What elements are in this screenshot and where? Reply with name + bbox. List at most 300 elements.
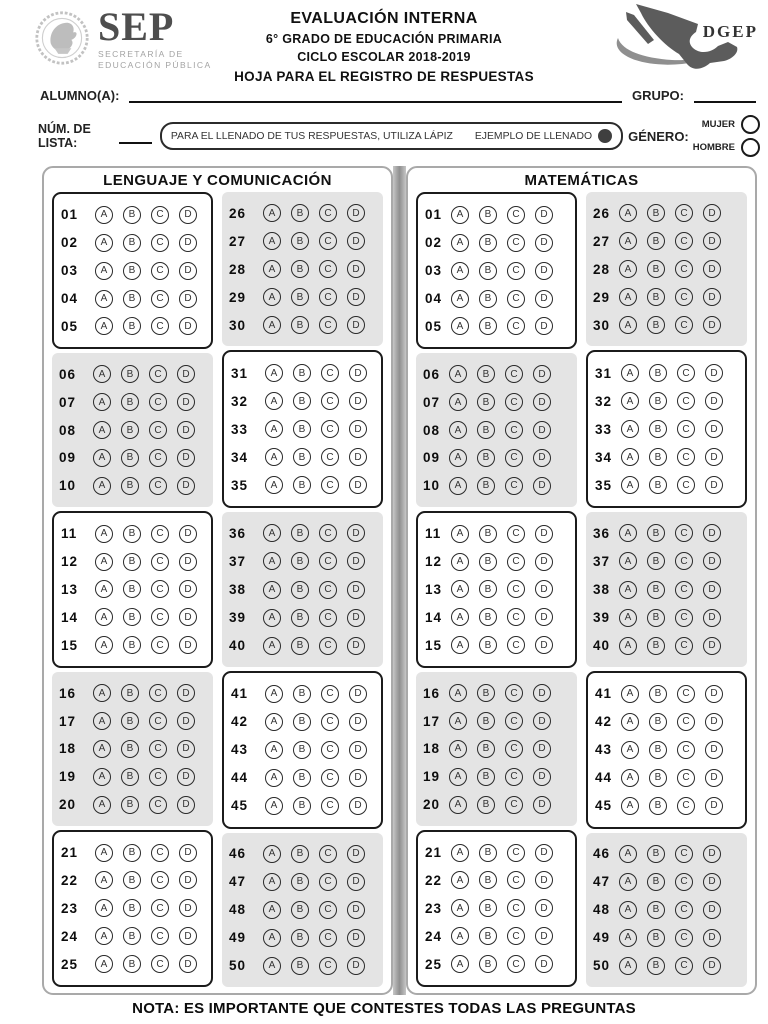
- answer-bubble-b[interactable]: B: [479, 206, 497, 224]
- answer-bubble-b[interactable]: B: [479, 290, 497, 308]
- answer-bubble-c[interactable]: C: [149, 684, 167, 702]
- answer-bubble-d[interactable]: D: [179, 580, 197, 598]
- answer-bubble-b[interactable]: B: [479, 317, 497, 335]
- answer-bubble-d[interactable]: D: [347, 204, 365, 222]
- answer-bubble-c[interactable]: C: [149, 449, 167, 467]
- hombre-bubble[interactable]: [741, 138, 760, 157]
- answer-bubble-b[interactable]: B: [647, 609, 665, 627]
- answer-bubble-a[interactable]: A: [619, 524, 637, 542]
- answer-bubble-b[interactable]: B: [291, 845, 309, 863]
- answer-bubble-d[interactable]: D: [349, 448, 367, 466]
- answer-bubble-c[interactable]: C: [675, 552, 693, 570]
- answer-bubble-d[interactable]: D: [533, 393, 551, 411]
- answer-bubble-b[interactable]: B: [293, 685, 311, 703]
- answer-bubble-a[interactable]: A: [265, 364, 283, 382]
- answer-bubble-d[interactable]: D: [179, 871, 197, 889]
- answer-bubble-b[interactable]: B: [477, 393, 495, 411]
- answer-bubble-c[interactable]: C: [149, 740, 167, 758]
- answer-bubble-a[interactable]: A: [621, 364, 639, 382]
- answer-bubble-a[interactable]: A: [263, 901, 281, 919]
- answer-bubble-a[interactable]: A: [263, 845, 281, 863]
- answer-bubble-a[interactable]: A: [263, 637, 281, 655]
- answer-bubble-c[interactable]: C: [507, 608, 525, 626]
- answer-bubble-b[interactable]: B: [649, 420, 667, 438]
- answer-bubble-d[interactable]: D: [179, 844, 197, 862]
- answer-bubble-c[interactable]: C: [677, 364, 695, 382]
- answer-bubble-d[interactable]: D: [349, 364, 367, 382]
- answer-bubble-a[interactable]: A: [263, 524, 281, 542]
- answer-bubble-c[interactable]: C: [149, 712, 167, 730]
- answer-bubble-b[interactable]: B: [123, 871, 141, 889]
- answer-bubble-b[interactable]: B: [121, 712, 139, 730]
- answer-bubble-b[interactable]: B: [291, 552, 309, 570]
- answer-bubble-b[interactable]: B: [479, 234, 497, 252]
- answer-bubble-b[interactable]: B: [121, 449, 139, 467]
- answer-bubble-c[interactable]: C: [507, 262, 525, 280]
- answer-bubble-a[interactable]: A: [619, 957, 637, 975]
- answer-bubble-a[interactable]: A: [263, 957, 281, 975]
- answer-bubble-c[interactable]: C: [319, 316, 337, 334]
- answer-bubble-a[interactable]: A: [451, 234, 469, 252]
- answer-bubble-a[interactable]: A: [619, 581, 637, 599]
- answer-bubble-a[interactable]: A: [619, 288, 637, 306]
- answer-bubble-a[interactable]: A: [449, 684, 467, 702]
- answer-bubble-c[interactable]: C: [319, 845, 337, 863]
- answer-bubble-a[interactable]: A: [93, 796, 111, 814]
- answer-bubble-a[interactable]: A: [451, 290, 469, 308]
- answer-bubble-d[interactable]: D: [177, 740, 195, 758]
- answer-bubble-d[interactable]: D: [703, 957, 721, 975]
- answer-bubble-b[interactable]: B: [647, 873, 665, 891]
- answer-bubble-c[interactable]: C: [321, 741, 339, 759]
- answer-bubble-c[interactable]: C: [675, 873, 693, 891]
- answer-bubble-d[interactable]: D: [703, 232, 721, 250]
- answer-bubble-d[interactable]: D: [349, 476, 367, 494]
- answer-bubble-b[interactable]: B: [293, 713, 311, 731]
- answer-bubble-c[interactable]: C: [675, 524, 693, 542]
- answer-bubble-b[interactable]: B: [123, 262, 141, 280]
- answer-bubble-b[interactable]: B: [479, 608, 497, 626]
- answer-bubble-d[interactable]: D: [347, 873, 365, 891]
- answer-bubble-a[interactable]: A: [619, 873, 637, 891]
- answer-bubble-a[interactable]: A: [95, 206, 113, 224]
- answer-bubble-b[interactable]: B: [647, 581, 665, 599]
- answer-bubble-a[interactable]: A: [265, 685, 283, 703]
- answer-bubble-c[interactable]: C: [675, 845, 693, 863]
- mujer-bubble[interactable]: [741, 115, 760, 134]
- answer-bubble-c[interactable]: C: [151, 608, 169, 626]
- answer-bubble-c[interactable]: C: [319, 609, 337, 627]
- answer-bubble-a[interactable]: A: [93, 393, 111, 411]
- answer-bubble-b[interactable]: B: [649, 448, 667, 466]
- answer-bubble-c[interactable]: C: [319, 957, 337, 975]
- answer-bubble-c[interactable]: C: [507, 927, 525, 945]
- answer-bubble-a[interactable]: A: [93, 477, 111, 495]
- answer-bubble-d[interactable]: D: [705, 741, 723, 759]
- answer-bubble-d[interactable]: D: [347, 929, 365, 947]
- alumno-input-line[interactable]: [129, 88, 622, 103]
- answer-bubble-a[interactable]: A: [449, 768, 467, 786]
- answer-bubble-d[interactable]: D: [179, 955, 197, 973]
- answer-bubble-a[interactable]: A: [95, 927, 113, 945]
- answer-bubble-c[interactable]: C: [319, 204, 337, 222]
- answer-bubble-b[interactable]: B: [121, 393, 139, 411]
- answer-bubble-c[interactable]: C: [149, 393, 167, 411]
- answer-bubble-a[interactable]: A: [451, 955, 469, 973]
- answer-bubble-d[interactable]: D: [703, 204, 721, 222]
- answer-bubble-b[interactable]: B: [123, 608, 141, 626]
- answer-bubble-a[interactable]: A: [451, 317, 469, 335]
- answer-bubble-a[interactable]: A: [95, 899, 113, 917]
- answer-bubble-c[interactable]: C: [507, 553, 525, 571]
- answer-bubble-d[interactable]: D: [705, 420, 723, 438]
- answer-bubble-d[interactable]: D: [703, 524, 721, 542]
- answer-bubble-c[interactable]: C: [321, 392, 339, 410]
- answer-bubble-b[interactable]: B: [293, 741, 311, 759]
- answer-bubble-d[interactable]: D: [705, 476, 723, 494]
- answer-bubble-c[interactable]: C: [319, 288, 337, 306]
- answer-bubble-d[interactable]: D: [705, 364, 723, 382]
- answer-bubble-d[interactable]: D: [705, 713, 723, 731]
- answer-bubble-b[interactable]: B: [291, 316, 309, 334]
- answer-bubble-b[interactable]: B: [293, 476, 311, 494]
- answer-bubble-a[interactable]: A: [265, 420, 283, 438]
- answer-bubble-c[interactable]: C: [321, 769, 339, 787]
- answer-bubble-a[interactable]: A: [265, 713, 283, 731]
- answer-bubble-d[interactable]: D: [347, 637, 365, 655]
- answer-bubble-a[interactable]: A: [93, 449, 111, 467]
- answer-bubble-a[interactable]: A: [619, 901, 637, 919]
- answer-bubble-c[interactable]: C: [677, 476, 695, 494]
- answer-bubble-a[interactable]: A: [95, 525, 113, 543]
- answer-bubble-b[interactable]: B: [123, 290, 141, 308]
- answer-bubble-d[interactable]: D: [347, 609, 365, 627]
- answer-bubble-a[interactable]: A: [93, 740, 111, 758]
- answer-bubble-a[interactable]: A: [451, 262, 469, 280]
- answer-bubble-a[interactable]: A: [265, 448, 283, 466]
- answer-bubble-d[interactable]: D: [535, 955, 553, 973]
- answer-bubble-d[interactable]: D: [179, 234, 197, 252]
- answer-bubble-b[interactable]: B: [647, 524, 665, 542]
- answer-bubble-b[interactable]: B: [291, 288, 309, 306]
- answer-bubble-c[interactable]: C: [505, 796, 523, 814]
- answer-bubble-a[interactable]: A: [95, 290, 113, 308]
- answer-bubble-d[interactable]: D: [349, 797, 367, 815]
- answer-bubble-c[interactable]: C: [507, 525, 525, 543]
- answer-bubble-d[interactable]: D: [535, 206, 553, 224]
- answer-bubble-c[interactable]: C: [505, 393, 523, 411]
- answer-bubble-c[interactable]: C: [507, 636, 525, 654]
- answer-bubble-b[interactable]: B: [123, 317, 141, 335]
- answer-bubble-c[interactable]: C: [507, 955, 525, 973]
- answer-bubble-a[interactable]: A: [95, 234, 113, 252]
- answer-bubble-a[interactable]: A: [619, 316, 637, 334]
- answer-bubble-b[interactable]: B: [291, 232, 309, 250]
- answer-bubble-a[interactable]: A: [263, 232, 281, 250]
- answer-bubble-d[interactable]: D: [533, 712, 551, 730]
- answer-bubble-d[interactable]: D: [705, 392, 723, 410]
- answer-bubble-c[interactable]: C: [677, 448, 695, 466]
- answer-bubble-a[interactable]: A: [95, 553, 113, 571]
- answer-bubble-d[interactable]: D: [179, 899, 197, 917]
- answer-bubble-a[interactable]: A: [95, 871, 113, 889]
- answer-bubble-c[interactable]: C: [151, 234, 169, 252]
- answer-bubble-d[interactable]: D: [533, 365, 551, 383]
- answer-bubble-d[interactable]: D: [535, 844, 553, 862]
- answer-bubble-c[interactable]: C: [321, 476, 339, 494]
- answer-bubble-b[interactable]: B: [121, 740, 139, 758]
- answer-bubble-a[interactable]: A: [621, 797, 639, 815]
- answer-bubble-c[interactable]: C: [507, 844, 525, 862]
- answer-bubble-b[interactable]: B: [647, 845, 665, 863]
- answer-bubble-c[interactable]: C: [321, 364, 339, 382]
- answer-bubble-c[interactable]: C: [677, 713, 695, 731]
- answer-bubble-b[interactable]: B: [647, 552, 665, 570]
- answer-bubble-c[interactable]: C: [675, 901, 693, 919]
- answer-bubble-d[interactable]: D: [179, 290, 197, 308]
- answer-bubble-a[interactable]: A: [263, 929, 281, 947]
- answer-bubble-a[interactable]: A: [95, 608, 113, 626]
- answer-bubble-b[interactable]: B: [479, 525, 497, 543]
- answer-bubble-a[interactable]: A: [95, 955, 113, 973]
- answer-bubble-c[interactable]: C: [677, 797, 695, 815]
- answer-bubble-d[interactable]: D: [703, 929, 721, 947]
- answer-bubble-a[interactable]: A: [93, 365, 111, 383]
- answer-bubble-a[interactable]: A: [621, 769, 639, 787]
- answer-bubble-d[interactable]: D: [179, 553, 197, 571]
- answer-bubble-c[interactable]: C: [675, 232, 693, 250]
- answer-bubble-a[interactable]: A: [263, 609, 281, 627]
- answer-bubble-d[interactable]: D: [535, 290, 553, 308]
- answer-bubble-c[interactable]: C: [321, 797, 339, 815]
- answer-bubble-a[interactable]: A: [263, 316, 281, 334]
- answer-bubble-c[interactable]: C: [675, 288, 693, 306]
- answer-bubble-b[interactable]: B: [293, 364, 311, 382]
- answer-bubble-d[interactable]: D: [703, 845, 721, 863]
- answer-bubble-a[interactable]: A: [451, 636, 469, 654]
- answer-bubble-a[interactable]: A: [449, 712, 467, 730]
- answer-bubble-b[interactable]: B: [479, 899, 497, 917]
- answer-bubble-d[interactable]: D: [535, 262, 553, 280]
- answer-bubble-b[interactable]: B: [291, 901, 309, 919]
- answer-bubble-c[interactable]: C: [151, 844, 169, 862]
- answer-bubble-c[interactable]: C: [151, 955, 169, 973]
- answer-bubble-d[interactable]: D: [347, 316, 365, 334]
- answer-bubble-b[interactable]: B: [121, 768, 139, 786]
- answer-bubble-b[interactable]: B: [123, 234, 141, 252]
- answer-bubble-c[interactable]: C: [675, 316, 693, 334]
- answer-bubble-c[interactable]: C: [505, 684, 523, 702]
- answer-bubble-b[interactable]: B: [477, 796, 495, 814]
- answer-bubble-b[interactable]: B: [647, 232, 665, 250]
- answer-bubble-c[interactable]: C: [505, 712, 523, 730]
- answer-bubble-a[interactable]: A: [621, 392, 639, 410]
- answer-bubble-c[interactable]: C: [151, 262, 169, 280]
- answer-bubble-d[interactable]: D: [703, 288, 721, 306]
- answer-bubble-d[interactable]: D: [703, 581, 721, 599]
- answer-bubble-d[interactable]: D: [535, 899, 553, 917]
- answer-bubble-c[interactable]: C: [319, 901, 337, 919]
- answer-bubble-a[interactable]: A: [265, 769, 283, 787]
- answer-bubble-c[interactable]: C: [149, 796, 167, 814]
- answer-bubble-d[interactable]: D: [705, 448, 723, 466]
- answer-bubble-c[interactable]: C: [319, 929, 337, 947]
- answer-bubble-d[interactable]: D: [347, 845, 365, 863]
- answer-bubble-b[interactable]: B: [123, 927, 141, 945]
- answer-bubble-a[interactable]: A: [451, 608, 469, 626]
- answer-bubble-d[interactable]: D: [535, 580, 553, 598]
- answer-bubble-c[interactable]: C: [319, 232, 337, 250]
- answer-bubble-c[interactable]: C: [319, 524, 337, 542]
- answer-bubble-c[interactable]: C: [675, 581, 693, 599]
- answer-bubble-a[interactable]: A: [265, 476, 283, 494]
- answer-bubble-b[interactable]: B: [477, 740, 495, 758]
- answer-bubble-a[interactable]: A: [449, 421, 467, 439]
- answer-bubble-b[interactable]: B: [647, 204, 665, 222]
- answer-bubble-c[interactable]: C: [675, 609, 693, 627]
- answer-bubble-b[interactable]: B: [121, 477, 139, 495]
- answer-bubble-c[interactable]: C: [505, 477, 523, 495]
- answer-bubble-c[interactable]: C: [151, 290, 169, 308]
- answer-bubble-d[interactable]: D: [177, 449, 195, 467]
- answer-bubble-b[interactable]: B: [121, 684, 139, 702]
- answer-bubble-c[interactable]: C: [149, 421, 167, 439]
- answer-bubble-a[interactable]: A: [449, 477, 467, 495]
- answer-bubble-c[interactable]: C: [321, 713, 339, 731]
- answer-bubble-c[interactable]: C: [149, 477, 167, 495]
- answer-bubble-a[interactable]: A: [263, 552, 281, 570]
- answer-bubble-c[interactable]: C: [677, 769, 695, 787]
- answer-bubble-b[interactable]: B: [291, 957, 309, 975]
- answer-bubble-d[interactable]: D: [535, 317, 553, 335]
- answer-bubble-a[interactable]: A: [93, 768, 111, 786]
- answer-bubble-c[interactable]: C: [675, 637, 693, 655]
- answer-bubble-b[interactable]: B: [123, 844, 141, 862]
- answer-bubble-d[interactable]: D: [535, 608, 553, 626]
- answer-bubble-b[interactable]: B: [121, 796, 139, 814]
- answer-bubble-a[interactable]: A: [95, 636, 113, 654]
- answer-bubble-a[interactable]: A: [451, 580, 469, 598]
- answer-bubble-c[interactable]: C: [319, 260, 337, 278]
- answer-bubble-b[interactable]: B: [649, 392, 667, 410]
- answer-bubble-b[interactable]: B: [647, 288, 665, 306]
- answer-bubble-d[interactable]: D: [349, 713, 367, 731]
- answer-bubble-d[interactable]: D: [347, 552, 365, 570]
- answer-bubble-c[interactable]: C: [505, 740, 523, 758]
- answer-bubble-b[interactable]: B: [477, 477, 495, 495]
- answer-bubble-d[interactable]: D: [533, 796, 551, 814]
- answer-bubble-d[interactable]: D: [705, 769, 723, 787]
- answer-bubble-a[interactable]: A: [263, 581, 281, 599]
- answer-bubble-a[interactable]: A: [451, 899, 469, 917]
- answer-bubble-a[interactable]: A: [621, 741, 639, 759]
- answer-bubble-b[interactable]: B: [647, 316, 665, 334]
- answer-bubble-b[interactable]: B: [477, 449, 495, 467]
- answer-bubble-a[interactable]: A: [621, 476, 639, 494]
- answer-bubble-c[interactable]: C: [321, 685, 339, 703]
- answer-bubble-d[interactable]: D: [177, 712, 195, 730]
- answer-bubble-d[interactable]: D: [179, 525, 197, 543]
- answer-bubble-c[interactable]: C: [507, 290, 525, 308]
- answer-bubble-b[interactable]: B: [293, 448, 311, 466]
- answer-bubble-a[interactable]: A: [619, 609, 637, 627]
- answer-bubble-d[interactable]: D: [177, 768, 195, 786]
- answer-bubble-b[interactable]: B: [649, 685, 667, 703]
- answer-bubble-c[interactable]: C: [151, 525, 169, 543]
- answer-bubble-c[interactable]: C: [507, 899, 525, 917]
- answer-bubble-a[interactable]: A: [265, 392, 283, 410]
- answer-bubble-d[interactable]: D: [179, 636, 197, 654]
- answer-bubble-b[interactable]: B: [121, 365, 139, 383]
- answer-bubble-d[interactable]: D: [533, 477, 551, 495]
- answer-bubble-d[interactable]: D: [177, 393, 195, 411]
- answer-bubble-b[interactable]: B: [477, 421, 495, 439]
- answer-bubble-a[interactable]: A: [451, 871, 469, 889]
- answer-bubble-d[interactable]: D: [705, 685, 723, 703]
- answer-bubble-c[interactable]: C: [507, 317, 525, 335]
- answer-bubble-a[interactable]: A: [263, 288, 281, 306]
- answer-bubble-d[interactable]: D: [535, 927, 553, 945]
- answer-bubble-a[interactable]: A: [451, 927, 469, 945]
- answer-bubble-a[interactable]: A: [263, 260, 281, 278]
- answer-bubble-c[interactable]: C: [675, 929, 693, 947]
- answer-bubble-b[interactable]: B: [123, 206, 141, 224]
- answer-bubble-a[interactable]: A: [95, 580, 113, 598]
- answer-bubble-d[interactable]: D: [347, 288, 365, 306]
- answer-bubble-d[interactable]: D: [177, 421, 195, 439]
- answer-bubble-c[interactable]: C: [677, 685, 695, 703]
- answer-bubble-c[interactable]: C: [151, 636, 169, 654]
- answer-bubble-b[interactable]: B: [479, 927, 497, 945]
- answer-bubble-a[interactable]: A: [93, 421, 111, 439]
- answer-bubble-d[interactable]: D: [179, 608, 197, 626]
- answer-bubble-b[interactable]: B: [293, 769, 311, 787]
- answer-bubble-d[interactable]: D: [535, 525, 553, 543]
- answer-bubble-a[interactable]: A: [263, 873, 281, 891]
- answer-bubble-b[interactable]: B: [293, 797, 311, 815]
- answer-bubble-b[interactable]: B: [477, 365, 495, 383]
- answer-bubble-c[interactable]: C: [151, 871, 169, 889]
- answer-bubble-c[interactable]: C: [151, 927, 169, 945]
- answer-bubble-d[interactable]: D: [177, 684, 195, 702]
- answer-bubble-a[interactable]: A: [263, 204, 281, 222]
- answer-bubble-a[interactable]: A: [95, 262, 113, 280]
- answer-bubble-b[interactable]: B: [647, 957, 665, 975]
- answer-bubble-d[interactable]: D: [179, 317, 197, 335]
- answer-bubble-c[interactable]: C: [675, 957, 693, 975]
- answer-bubble-d[interactable]: D: [177, 365, 195, 383]
- answer-bubble-d[interactable]: D: [703, 609, 721, 627]
- answer-bubble-b[interactable]: B: [647, 929, 665, 947]
- answer-bubble-d[interactable]: D: [703, 901, 721, 919]
- answer-bubble-a[interactable]: A: [93, 684, 111, 702]
- answer-bubble-b[interactable]: B: [123, 525, 141, 543]
- answer-bubble-c[interactable]: C: [505, 421, 523, 439]
- answer-bubble-b[interactable]: B: [477, 684, 495, 702]
- answer-bubble-d[interactable]: D: [703, 873, 721, 891]
- answer-bubble-d[interactable]: D: [703, 552, 721, 570]
- answer-bubble-a[interactable]: A: [619, 929, 637, 947]
- answer-bubble-b[interactable]: B: [123, 636, 141, 654]
- answer-bubble-b[interactable]: B: [479, 636, 497, 654]
- answer-bubble-b[interactable]: B: [291, 873, 309, 891]
- answer-bubble-b[interactable]: B: [647, 637, 665, 655]
- answer-bubble-a[interactable]: A: [449, 796, 467, 814]
- answer-bubble-d[interactable]: D: [179, 927, 197, 945]
- answer-bubble-b[interactable]: B: [479, 262, 497, 280]
- answer-bubble-d[interactable]: D: [177, 477, 195, 495]
- answer-bubble-a[interactable]: A: [619, 845, 637, 863]
